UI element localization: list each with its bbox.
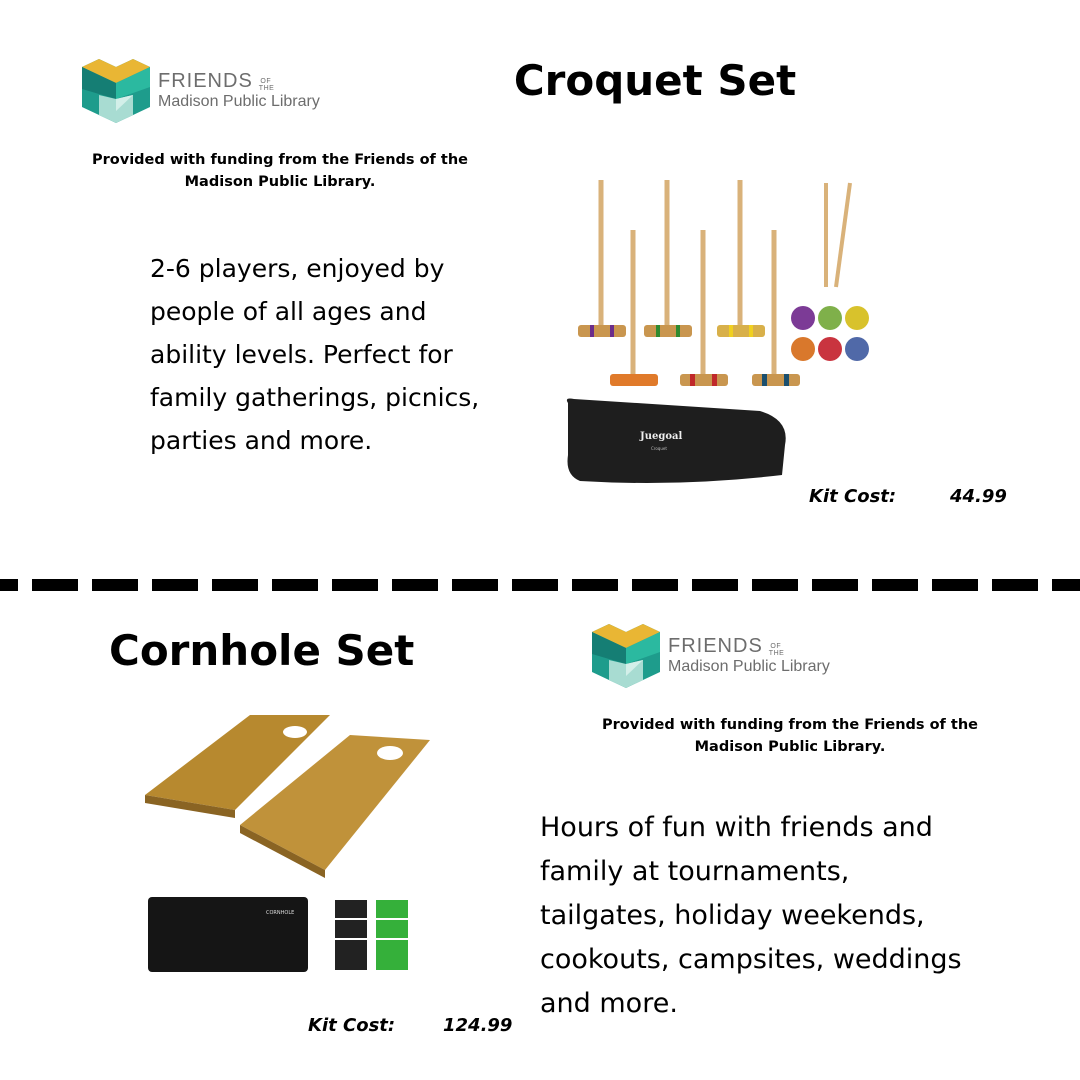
cornhole-description: Hours of fun with friends and family at tournaments, tailgates, holiday weekends, cookouts, campsites, weddings and more. [540, 812, 962, 1019]
section-divider [0, 579, 1080, 591]
logo-library: Madison Public Library [158, 93, 320, 110]
croquet-balls [791, 306, 869, 361]
cornhole-bag [148, 897, 308, 972]
logo-library: Madison Public Library [668, 658, 830, 675]
logo-friends: FRIENDS [158, 70, 253, 92]
croquet-set-image [560, 175, 880, 490]
friends-logo-mark-icon [592, 624, 660, 688]
cornhole-bean-bags [335, 900, 408, 970]
bag-sub: Croquet [651, 446, 667, 451]
logo-of-the: OF THE [768, 643, 785, 657]
croquet-title: Croquet Set [513, 56, 797, 105]
friends-logo [592, 624, 830, 688]
croquet-description: 2-6 players, enjoyed by people of all ages and ability levels. Perfect for family gatherings, picnics, parties and more. [150, 254, 480, 455]
friends-logo-mark-icon [82, 59, 150, 123]
croquet-stakes [826, 183, 850, 287]
cornhole-kit-cost-label: Kit Cost: [308, 1015, 396, 1036]
croquet-kit-cost-value: 44.99 [950, 486, 1007, 507]
croquet-mallets [578, 180, 800, 386]
cornhole-set-image [140, 710, 435, 980]
bag-brand: CORNHOLE [266, 910, 295, 916]
bag-brand: Juegoal [640, 431, 683, 442]
cornhole-boards [145, 715, 430, 878]
cornhole-funding-text: Provided with funding from the Friends of the Madison Public Library. [602, 717, 978, 755]
logo-friends: FRIENDS [668, 635, 763, 657]
croquet-kit-cost-label: Kit Cost: [809, 486, 897, 507]
cornhole-title: Cornhole Set [109, 626, 415, 675]
friends-logo [82, 59, 320, 123]
croquet-funding-text: Provided with funding from the Friends of the Madison Public Library. [92, 152, 468, 190]
logo-of-the: OF THE [258, 78, 275, 92]
cornhole-kit-cost-value: 124.99 [443, 1015, 513, 1036]
